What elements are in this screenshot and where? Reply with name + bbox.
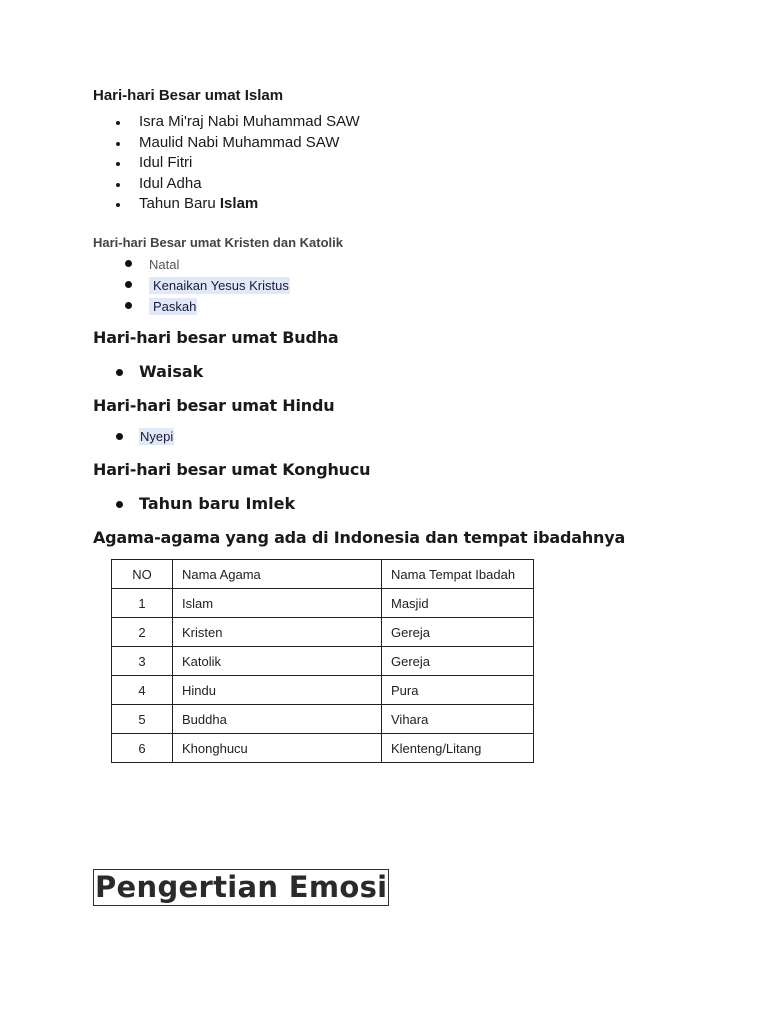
list-item-text: Idul Fitri — [139, 154, 193, 171]
list-item — [93, 429, 174, 444]
table-row — [112, 705, 534, 734]
table-header-row — [112, 560, 534, 589]
list-item-text: Idul Adha — [139, 174, 202, 192]
table-cell: Gereja — [382, 647, 534, 676]
bullet-icon — [116, 142, 120, 146]
table-cell: 1 — [112, 589, 173, 618]
list-item — [93, 276, 290, 297]
heading-budha: Hari-hari besar umat Budha — [93, 328, 339, 347]
list-item — [93, 194, 360, 215]
bullet-icon — [116, 121, 120, 125]
list-item — [93, 255, 290, 276]
heading-islam: Hari-hari Besar umat Islam — [93, 87, 284, 104]
table-cell: Khonghucu — [173, 734, 382, 763]
list-item — [93, 112, 360, 133]
list-item — [93, 174, 360, 195]
table-cell: Kristen — [173, 618, 382, 647]
list-item — [93, 362, 203, 381]
bullet-icon — [116, 369, 123, 376]
table-cell: Islam — [173, 589, 382, 618]
table-header-cell: NO — [112, 560, 173, 589]
highlighted-text: Nyepi — [140, 429, 174, 444]
table-cell: Vihara — [382, 705, 534, 734]
heading-hindu: Hari-hari besar umat Hindu — [93, 396, 335, 415]
list-item — [93, 133, 360, 154]
table-row — [112, 676, 534, 705]
list-item-text: Maulid Nabi Muhammad SAW — [139, 133, 340, 151]
table-header-cell: Nama Tempat Ibadah — [382, 560, 534, 589]
table-cell: Klenteng/Litang — [382, 734, 534, 763]
bullet-icon — [125, 281, 132, 288]
table-cell: 3 — [112, 647, 173, 676]
list-item-text: Tahun baru Imlek — [139, 494, 296, 513]
bullet-icon — [116, 433, 123, 440]
table-cell: 4 — [112, 676, 173, 705]
list-item-text: Tahun Baru — [139, 195, 220, 212]
table-row — [112, 589, 534, 618]
bullet-icon — [125, 260, 132, 267]
list-item — [93, 153, 360, 174]
heading-agama: Agama-agama yang ada di Indonesia dan tempat ibadahnya — [93, 528, 626, 547]
highlighted-text: Paskah — [149, 298, 197, 315]
table-cell: Gereja — [382, 618, 534, 647]
bullet-icon — [116, 183, 120, 187]
list-item-bold-text: Islam — [219, 195, 259, 212]
list-item-text: Isra Mi'raj Nabi Muhammad SAW — [139, 113, 360, 130]
table-cell: 6 — [112, 734, 173, 763]
table-cell: Hindu — [173, 676, 382, 705]
table-cell: Pura — [382, 676, 534, 705]
table-header-cell: Nama Agama — [173, 560, 382, 589]
bullet-icon — [116, 162, 120, 166]
list-kristen-holidays — [93, 255, 290, 318]
bullet-icon — [116, 501, 123, 508]
table-row — [112, 734, 534, 763]
list-item — [93, 494, 295, 513]
table-cell: 2 — [112, 618, 173, 647]
list-item — [93, 297, 290, 318]
heading-kristen: Hari-hari Besar umat Kristen dan Katolik — [93, 235, 343, 250]
table-cell: Masjid — [382, 589, 534, 618]
heading-konghucu: Hari-hari besar umat Konghucu — [93, 460, 371, 479]
highlighted-text: Kenaikan Yesus Kristus — [149, 277, 290, 294]
bullet-icon — [125, 302, 132, 309]
religion-table — [111, 559, 534, 763]
table-cell: Buddha — [173, 705, 382, 734]
list-item-text: Natal — [149, 257, 180, 272]
table-row — [112, 618, 534, 647]
table-cell: 5 — [112, 705, 173, 734]
bullet-icon — [116, 203, 120, 207]
list-item-text: Waisak — [139, 362, 204, 381]
list-islam-holidays — [93, 112, 360, 215]
heading-pengertian-emosi: Pengertian Emosi — [95, 870, 388, 904]
table-row — [112, 647, 534, 676]
table-cell: Katolik — [173, 647, 382, 676]
